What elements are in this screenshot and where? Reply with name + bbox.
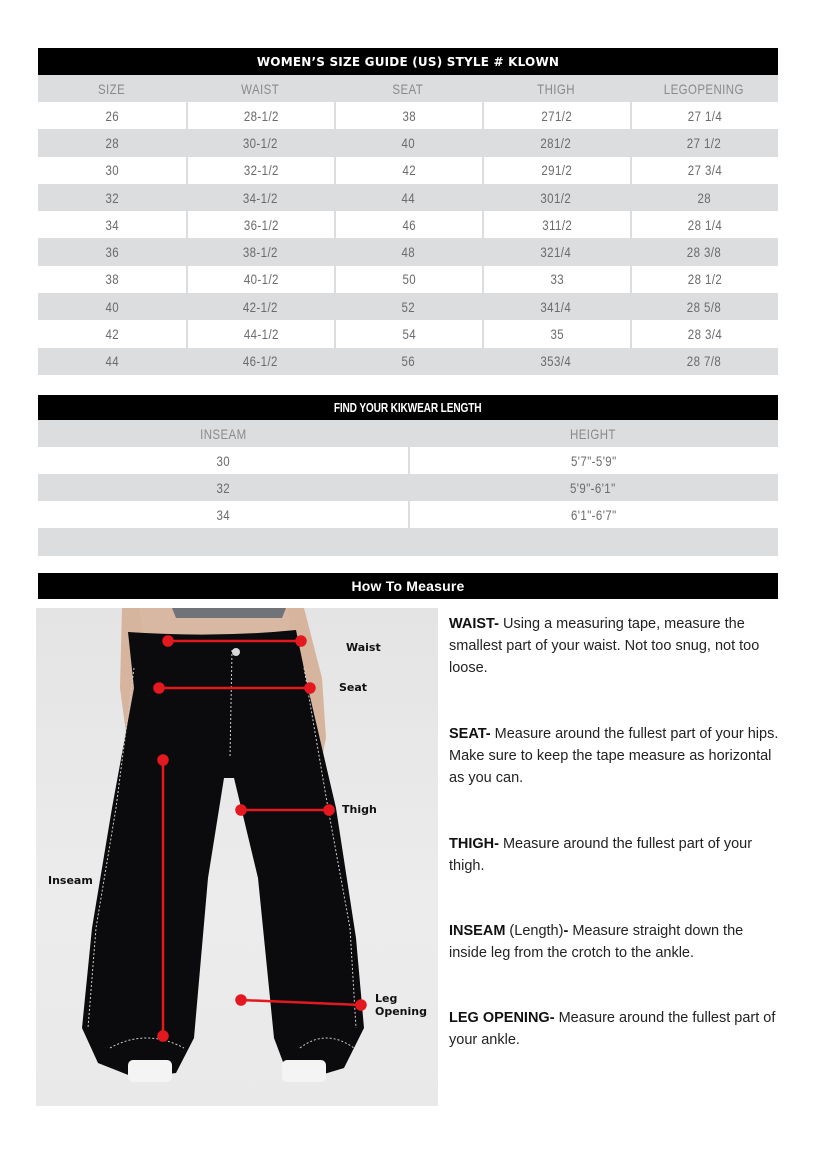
cell-seat: 38	[334, 102, 482, 129]
cell-inseam: 30	[38, 447, 408, 474]
size-table-row	[38, 184, 778, 211]
cell-size: 42	[38, 320, 186, 347]
cell-leg-opening: 28 1/4	[630, 211, 778, 238]
cell-waist: 36-1/2	[186, 211, 334, 238]
length-table-row	[38, 447, 778, 474]
label-leg-opening-line1: Leg	[375, 992, 398, 1005]
size-table-row	[38, 238, 778, 265]
length-table-row	[38, 501, 778, 528]
size-table-row	[38, 266, 778, 293]
column-header-size: SIZE	[38, 75, 186, 102]
cell-thigh: 291/2	[482, 157, 630, 184]
instruction-text: Measure around the fullest part of your hips. Make sure to keep the tape measure as horizontal as you can.	[449, 726, 779, 786]
cell-height: 6'1"-6'7"	[408, 501, 778, 528]
top-garment	[172, 608, 286, 618]
inseam-marker-end	[159, 1032, 168, 1041]
cell-waist: 32-1/2	[186, 157, 334, 184]
cell-thigh: 301/2	[482, 184, 630, 211]
cell-thigh: 271/2	[482, 102, 630, 129]
cell-size: 44	[38, 348, 186, 375]
cell-seat: 56	[334, 348, 482, 375]
instruction-inseam	[449, 920, 784, 964]
size-table-row	[38, 348, 778, 375]
cell-height: 5'7"-5'9"	[408, 447, 778, 474]
size-table-row	[38, 211, 778, 238]
label-inseam: Inseam	[48, 874, 93, 887]
cell-leg-opening: 28 5/8	[630, 293, 778, 320]
right-shoe	[282, 1060, 326, 1082]
column-header-inseam: INSEAM	[38, 420, 408, 447]
cell-waist: 42-1/2	[186, 293, 334, 320]
cell-size: 32	[38, 184, 186, 211]
cell-waist: 28-1/2	[186, 102, 334, 129]
instruction-leg-opening	[449, 1007, 784, 1051]
cell-leg-opening: 27 1/4	[630, 102, 778, 129]
instruction-extra: (Length)	[505, 923, 564, 939]
size-guide-header-row	[38, 75, 778, 102]
cell-size: 28	[38, 129, 186, 156]
cell-seat: 40	[334, 129, 482, 156]
cell-thigh: 321/4	[482, 238, 630, 265]
waist-marker-end	[297, 637, 306, 646]
cell-size: 38	[38, 266, 186, 293]
size-table-row	[38, 320, 778, 347]
cell-leg-opening: 28 7/8	[630, 348, 778, 375]
cell-seat: 54	[334, 320, 482, 347]
length-table-row	[38, 474, 778, 501]
cell-thigh: 341/4	[482, 293, 630, 320]
length-guide-header-row	[38, 420, 778, 447]
label-waist: Waist	[346, 641, 381, 654]
cell-inseam: 32	[38, 474, 408, 501]
button-rivet	[232, 648, 240, 656]
label-thigh: Thigh	[342, 803, 377, 816]
cell-size: 40	[38, 293, 186, 320]
cell-seat: 50	[334, 266, 482, 293]
length-guide-title: FIND YOUR KIKWEAR LENGTH	[38, 395, 778, 420]
cell-thigh: 35	[482, 320, 630, 347]
cell-leg-opening: 28 3/8	[630, 238, 778, 265]
cell-waist: 30-1/2	[186, 129, 334, 156]
cell-seat: 44	[334, 184, 482, 211]
inseam-marker-start	[159, 756, 168, 765]
instruction-seat	[449, 723, 784, 789]
column-header-height: HEIGHT	[408, 420, 778, 447]
column-header-leg-opening: LEGOPENING	[630, 75, 778, 102]
instruction-term: LEG OPENING-	[449, 1010, 555, 1026]
cell-waist: 34-1/2	[186, 184, 334, 211]
cell-height: 5'9"-6'1"	[408, 474, 778, 501]
instruction-term: WAIST-	[449, 616, 499, 632]
cell-size: 30	[38, 157, 186, 184]
waist-marker-start	[164, 637, 173, 646]
how-to-measure-title: How To Measure	[38, 573, 778, 599]
cell-inseam: 34	[38, 501, 408, 528]
cell-leg-opening: 27 3/4	[630, 157, 778, 184]
cell-thigh: 353/4	[482, 348, 630, 375]
seat-marker-end	[306, 684, 315, 693]
cell-leg-opening: 27 1/2	[630, 129, 778, 156]
instruction-dash: -	[563, 923, 569, 939]
instruction-text: Measure around the fullest part of your ankle.	[449, 1010, 776, 1048]
instruction-waist	[449, 613, 784, 679]
cell-waist: 44-1/2	[186, 320, 334, 347]
left-shoe	[128, 1060, 172, 1082]
cell-leg-opening: 28 3/4	[630, 320, 778, 347]
size-guide-table	[38, 48, 778, 375]
column-header-seat: SEAT	[334, 75, 482, 102]
label-leg-opening	[375, 992, 427, 1018]
size-table-row	[38, 102, 778, 129]
size-table-row	[38, 157, 778, 184]
cell-seat: 48	[334, 238, 482, 265]
cell-seat: 52	[334, 293, 482, 320]
label-leg-opening-line2: Opening	[375, 1005, 427, 1018]
thigh-marker-end	[325, 806, 334, 815]
cell-thigh: 311/2	[482, 211, 630, 238]
instruction-term: INSEAM	[449, 923, 506, 939]
size-table-row	[38, 129, 778, 156]
cell-leg-opening: 28 1/2	[630, 266, 778, 293]
cell-size: 26	[38, 102, 186, 129]
instruction-term: THIGH-	[449, 836, 499, 852]
seat-marker-start	[155, 684, 164, 693]
instruction-thigh	[449, 833, 784, 877]
cell-waist: 46-1/2	[186, 348, 334, 375]
cell-thigh: 33	[482, 266, 630, 293]
cell-size: 34	[38, 211, 186, 238]
instruction-text: Using a measuring tape, measure the smallest part of your waist. Not too snug, not too loose.	[449, 616, 760, 676]
cell-waist: 38-1/2	[186, 238, 334, 265]
cell-waist: 40-1/2	[186, 266, 334, 293]
leg-opening-marker-end	[357, 1001, 366, 1010]
instruction-term: SEAT-	[449, 726, 491, 742]
label-seat: Seat	[339, 681, 368, 694]
column-header-thigh: THIGH	[482, 75, 630, 102]
instruction-text: Measure straight down the inside leg from the crotch to the ankle.	[449, 923, 744, 961]
length-table-filler-row	[38, 528, 778, 556]
instruction-text: Measure around the fullest part of your thigh.	[449, 836, 753, 874]
cell-seat: 46	[334, 211, 482, 238]
size-table-row	[38, 293, 778, 320]
measurement-photo	[36, 608, 438, 1106]
column-header-waist: WAIST	[186, 75, 334, 102]
cell-leg-opening: 28	[630, 184, 778, 211]
thigh-marker-start	[237, 806, 246, 815]
cell-seat: 42	[334, 157, 482, 184]
leg-opening-marker-start	[237, 996, 246, 1005]
jeans-illustration	[36, 608, 438, 1106]
cell-size: 36	[38, 238, 186, 265]
cell-thigh: 281/2	[482, 129, 630, 156]
size-guide-title: WOMEN’S SIZE GUIDE (US) STYLE # KLOWN	[38, 48, 778, 75]
length-guide-table	[38, 395, 778, 556]
